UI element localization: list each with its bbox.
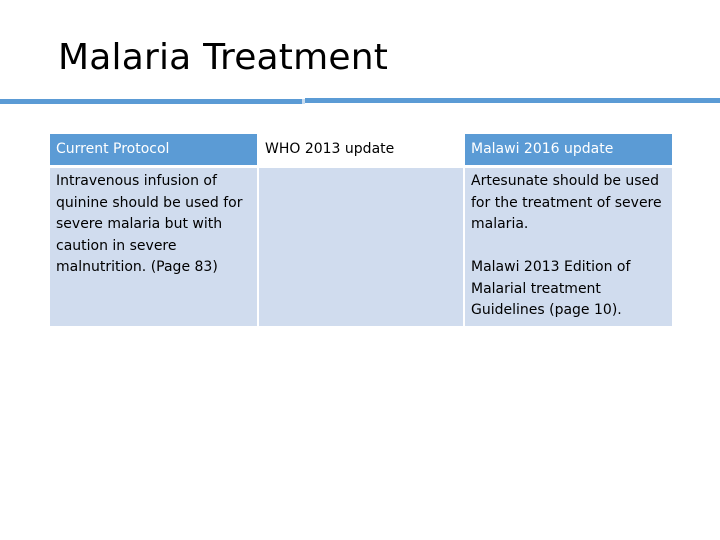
protocol-table [50, 134, 672, 326]
table-header-row [50, 134, 672, 168]
cell-who-2013-update [257, 168, 463, 326]
cell-malawi-2016-update [463, 168, 672, 326]
table-row [50, 168, 672, 326]
header-malawi-2016-update: Malawi 2016 update [463, 134, 672, 168]
header-who-2013-update-label: WHO 2013 update [265, 141, 395, 157]
malawi-update-paragraph-2: Malawi 2013 Edition of Malarial treatment Guidelines (page 10). [471, 259, 631, 318]
header-current-protocol: Current Protocol [50, 134, 257, 168]
slide-title: Malaria Treatment [58, 37, 389, 78]
malawi-update-paragraph-1: Artesunate should be used for the treatment of severe malaria. [471, 173, 662, 232]
header-who-2013-update [257, 134, 463, 168]
title-underline-left [0, 99, 302, 104]
cell-current-protocol: Intravenous infusion of quinine should be used for severe malaria but with caution in severe malnutrition. (Page 83) [50, 168, 257, 326]
title-underline-right [305, 98, 720, 103]
